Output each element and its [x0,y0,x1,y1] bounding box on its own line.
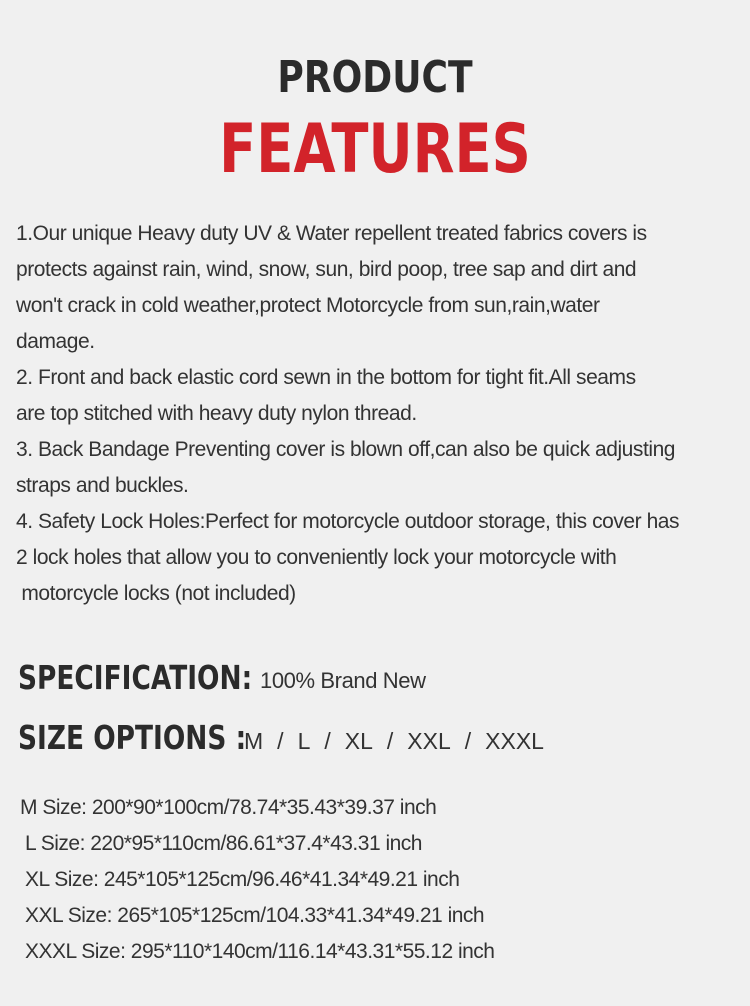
size-dimension-xl: XL Size: 245*105*125cm/96.46*41.34*49.21 inch [25,868,460,891]
size-options-heading: SIZE OPTIONS : [18,718,247,757]
size-options-list [244,726,544,756]
size-option-m: M [244,728,264,754]
size-separator: / [324,728,331,754]
size-separator: / [386,728,394,754]
features-line: motorcycle locks (not included) [16,582,296,605]
size-dimension-m: M Size: 200*90*100cm/78.74*35.43*39.37 inch [20,796,437,819]
features-line: protects against rain, wind, snow, sun, bird poop, tree sap and dirt and [16,258,637,281]
title-product: PRODUCT [277,52,473,103]
size-dimension-l: L Size: 220*95*110cm/86.61*37.4*43.31 inch [25,832,422,855]
specification-value: 100% Brand New [260,668,426,693]
size-option-l: L [297,728,311,754]
size-option-xxxl: XXXL [485,728,544,754]
size-option-xxl: XXL [407,728,451,754]
size-option-xl: XL [344,728,373,754]
features-line: 1.Our unique Heavy duty UV & Water repellent treated fabrics covers is [16,222,647,245]
features-line: 3. Back Bandage Preventing cover is blown off,can also be quick adjusting [16,438,676,461]
features-line: straps and buckles. [16,474,189,497]
features-line: damage. [16,330,95,353]
features-line: won't crack in cold weather,protect Motorcycle from sun,rain,water [16,294,600,317]
size-separator: / [277,728,284,754]
specification-row [18,654,426,704]
specification-heading: SPECIFICATION: [18,658,253,697]
size-dimension-xxl: XXL Size: 265*105*125cm/104.33*41.34*49.21 inch [25,904,485,927]
size-dimensions-list [20,790,494,970]
size-dimension-xxxl: XXXL Size: 295*110*140cm/116.14*43.31*55.12 inch [25,940,495,963]
features-line: 2 lock holes that allow you to conveniently lock your motorcycle with [16,546,617,569]
size-separator: / [464,728,472,754]
size-options-row [18,714,544,764]
features-line: 4. Safety Lock Holes:Perfect for motorcycle outdoor storage, this cover has [16,510,680,533]
features-line: 2. Front and back elastic cord sewn in the bottom for tight fit.All seams [16,366,636,389]
features-text [16,216,746,612]
features-line: are top stitched with heavy duty nylon thread. [16,402,417,425]
title-features: FEATURES [219,110,531,189]
